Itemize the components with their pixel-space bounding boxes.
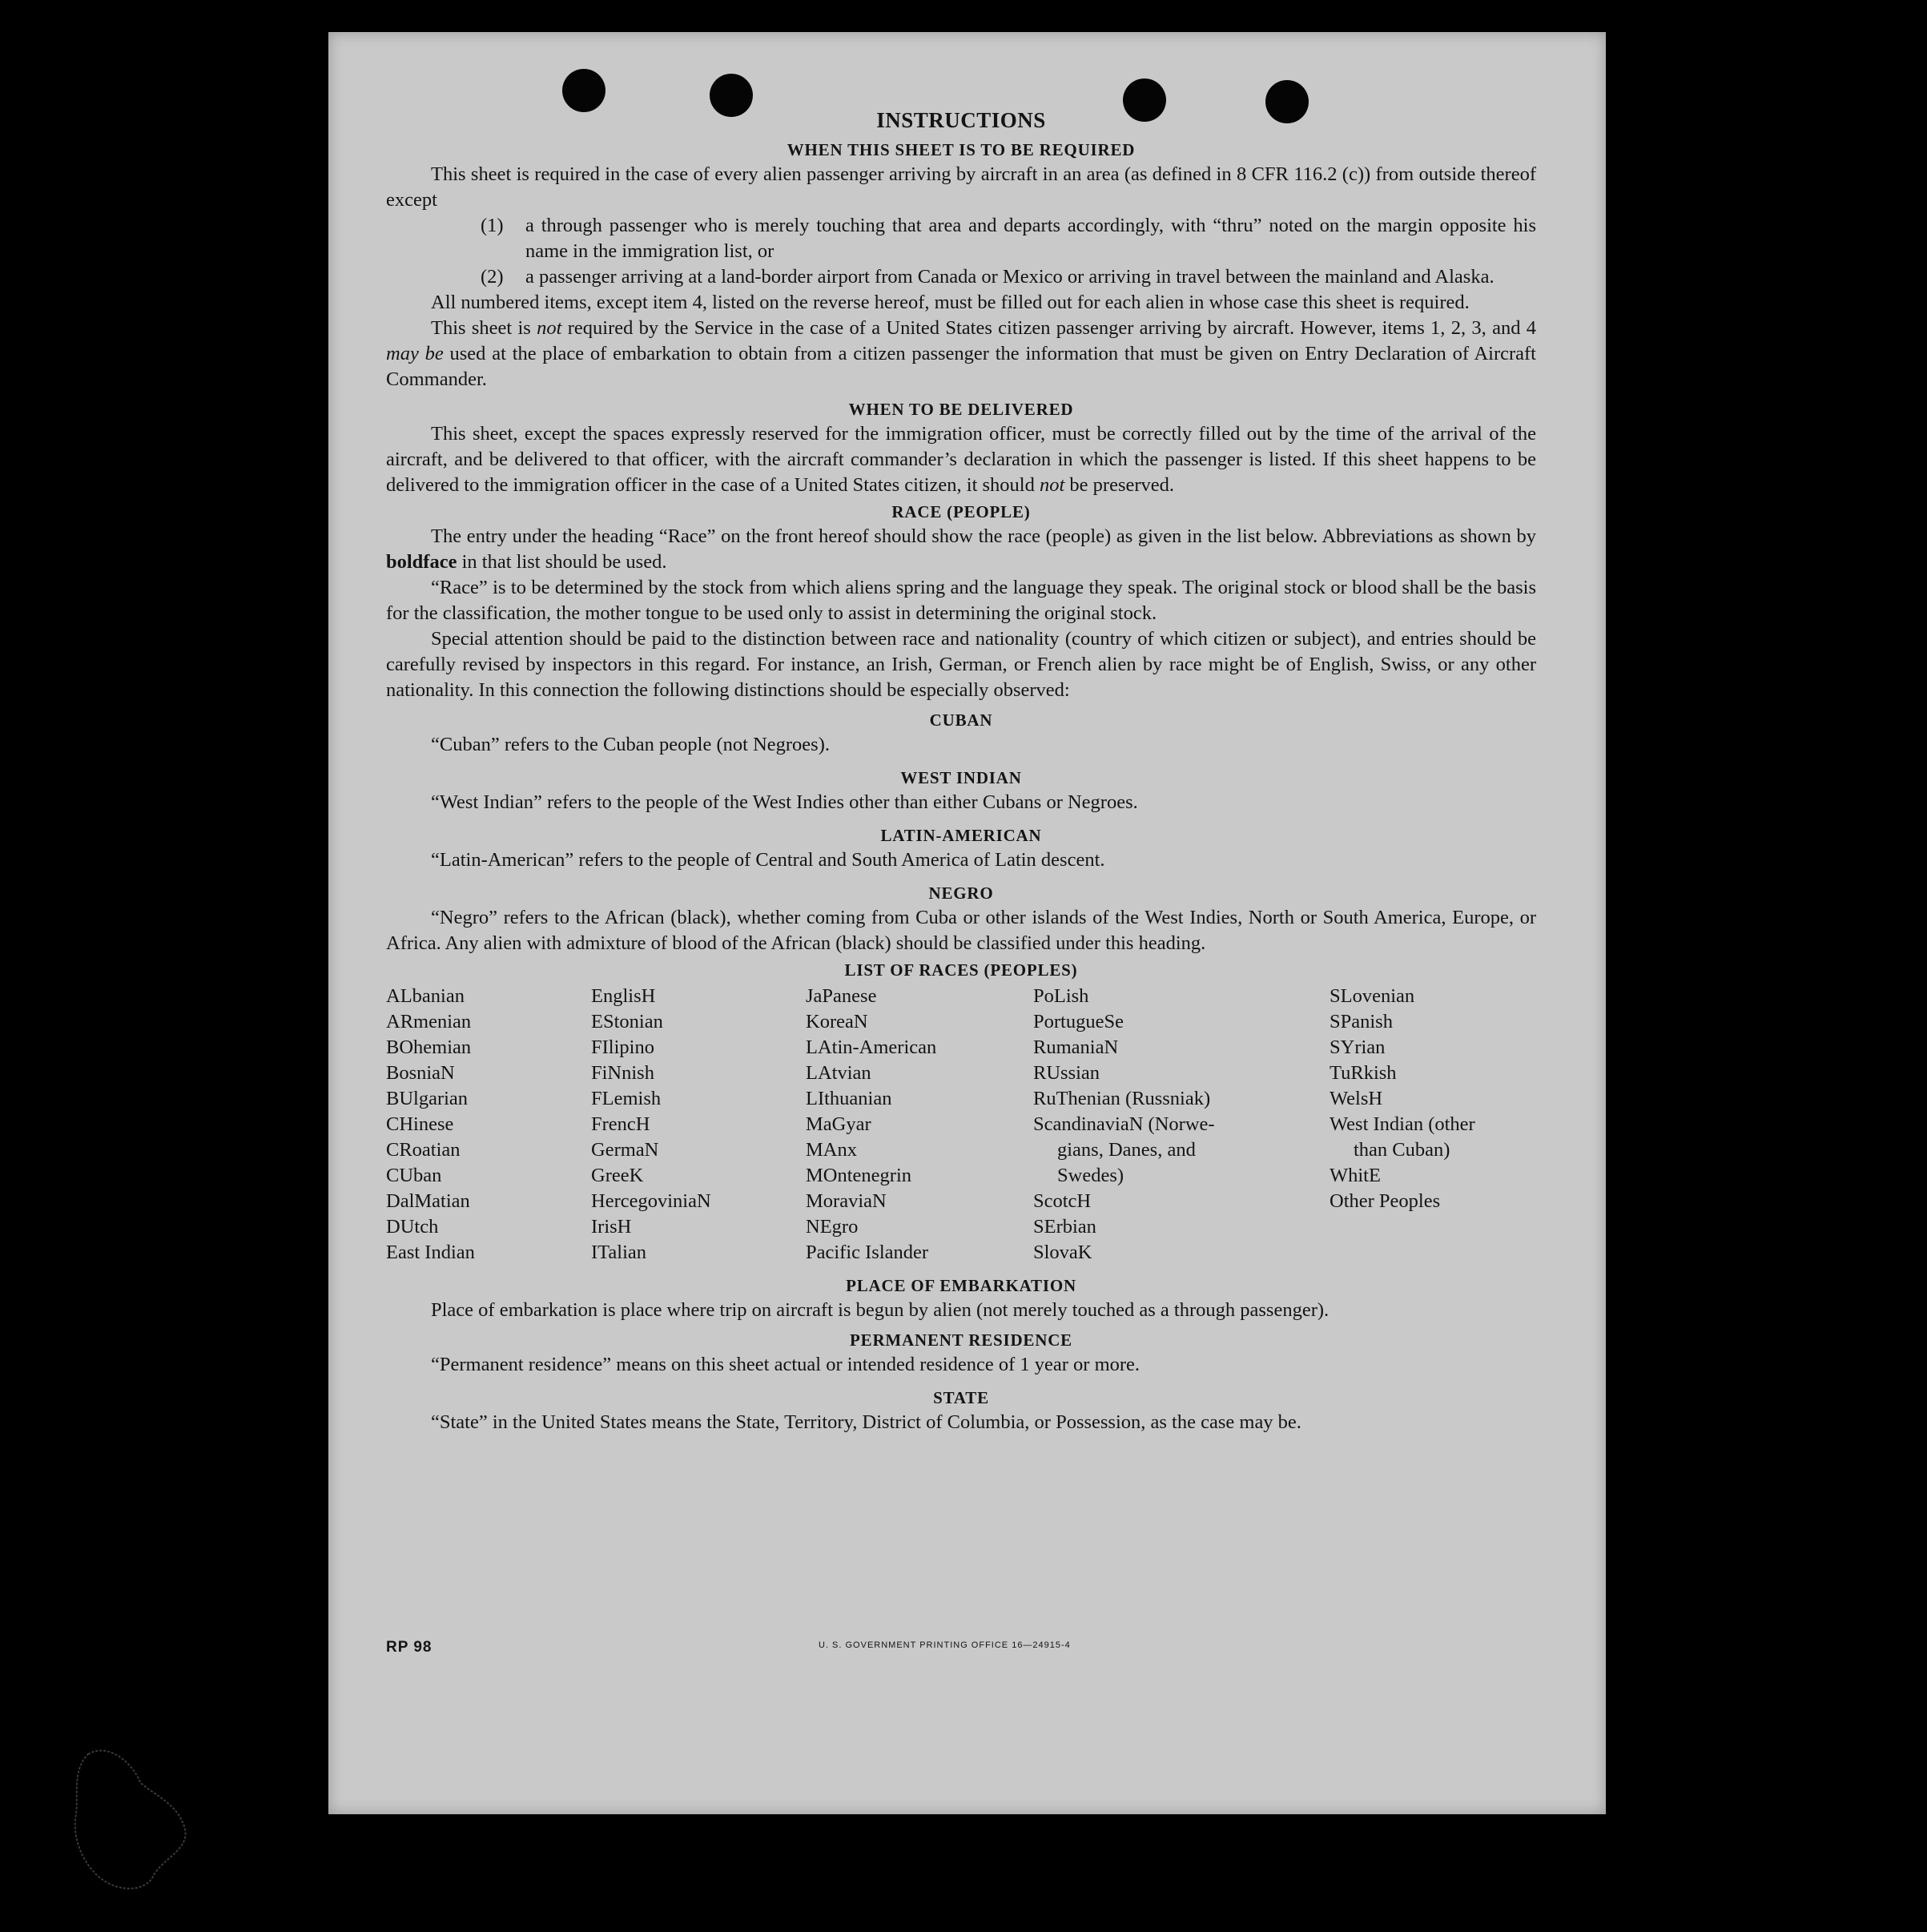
race-entry: Other Peoples [1330,1190,1441,1212]
race-entry: RUssian [1033,1062,1100,1084]
negro-text: “Negro” refers to the African (black), whether coming from Cuba or other islands of the West Indies, North or South America, Europe, or Africa. Any alien with admixture of blood of the African (black) should be classified under this heading. [386,907,1536,954]
race-entry: CRoatian [386,1139,461,1161]
race-entry: RuThenian (Russniak) [1033,1088,1211,1109]
page-footer [386,1639,1536,1671]
race-entry: LAtin-American [806,1036,937,1058]
heading-cuban: CUBAN [929,710,993,730]
emphasis-not: not [1039,474,1065,496]
heading-permanent-residence: PERMANENT RESIDENCE [850,1330,1072,1350]
race-entry: TuRkish [1330,1062,1397,1084]
race-entry: East Indian [386,1242,475,1263]
heading-west-indian: WEST INDIAN [900,768,1022,787]
race-entry: ARmenian [386,1011,472,1032]
race-entry: FIlipino [591,1036,654,1058]
race-entry: than Cuban) [1354,1139,1450,1161]
item-text: a through passenger who is merely touching that area and departs accordingly, with “thru” noted on the margin opposite his name in the immigration list, or [525,215,1536,262]
race-entry: CHinese [386,1113,454,1135]
race-entry: ITalian [591,1242,647,1263]
heading-state: STATE [933,1388,989,1407]
required-para-2: All numbered items, except item 4, listed on the reverse hereof, must be filled out for each alien in whose case this sheet is required. [431,292,1470,313]
printer-imprint: U. S. GOVERNMENT PRINTING OFFICE 16—24915-4 [819,1640,1071,1650]
races-column [386,984,591,1266]
race-entry: PoLish [1033,985,1089,1007]
race-entry: RumaniaN [1033,1036,1119,1058]
race-para-3: Special attention should be paid to the distinction between race and nationality (country of which citizen or subject), and entries should be carefully revised by inspectors in this regard. For instance, an Irish, German, or French alien by race might be of English, Swiss, or any other nationality. In this connection the following distinctions should be especially observed: [386,628,1536,701]
race-entry: SPanish [1330,1011,1393,1032]
exception-item [481,264,1536,290]
race-entry: FiNnish [591,1062,654,1084]
race-entry: MaGyar [806,1113,871,1135]
heading-embarkation: PLACE OF EMBARKATION [846,1276,1076,1295]
emphasis-boldface: boldface [386,551,457,573]
state-text: “State” in the United States means the State, Territory, District of Columbia, or Possession, as the case may be. [431,1411,1301,1433]
delivered-para: This sheet, except the spaces expressly reserved for the immigration officer, must be correctly filled out by the time of the arrival of the aircraft, and be delivered to that officer, with the aircraft commander’s declaration in which the passenger is listed. If this sheet happens to be delivered to the immigration officer in the case of a United States citizen, it should not be preserved. [386,423,1536,496]
document-sheet [328,32,1606,1814]
instructions-content [386,107,1536,1435]
race-entry: LAtvian [806,1062,871,1084]
race-entry: SYrian [1330,1036,1386,1058]
race-entry: PortugueSe [1033,1011,1124,1032]
races-column [806,984,1033,1266]
race-entry: HercegoviniaN [591,1190,711,1212]
heading-race: RACE (PEOPLE) [891,502,1031,521]
race-entry: ScandinaviaN (Norwe- [1033,1113,1215,1135]
race-entry: DalMatian [386,1190,470,1212]
race-entry: EStonian [591,1011,663,1032]
race-entry: gians, Danes, and [1057,1139,1196,1161]
race-entry: EnglisH [591,985,656,1007]
item-text: a passenger arriving at a land-border airport from Canada or Mexico or arriving in travel between the mainland and Alaska. [525,266,1495,288]
west-indian-text: “West Indian” refers to the people of the West Indies other than either Cubans or Negroes. [431,791,1138,813]
heading-latin-american: LATIN-AMERICAN [880,826,1042,845]
race-entry: SlovaK [1033,1242,1092,1263]
residence-text: “Permanent residence” means on this sheet actual or intended residence of 1 year or more. [431,1354,1141,1375]
race-entry: MoraviaN [806,1190,887,1212]
races-column [1033,984,1330,1266]
race-entry: BOhemian [386,1036,472,1058]
race-entry: FLemish [591,1088,662,1109]
faded-stamp-outline [64,1738,200,1898]
exception-item [481,213,1536,264]
required-para-3: This sheet is not required by the Service in the case of a United States citizen passenger arriving by aircraft. However, items 1, 2, 3, and 4 may be used at the place of embarkation to obtain from a citizen passenger the information that must be given on Entry Declaration of Aircraft Commander. [386,317,1536,390]
form-number: RP 98 [386,1639,432,1656]
race-entry: GreeK [591,1165,644,1186]
races-column [591,984,806,1266]
race-entry: West Indian (other [1330,1113,1475,1135]
race-entry: Pacific Islander [806,1242,929,1263]
race-entry: ALbanian [386,985,465,1007]
race-entry: SErbian [1033,1216,1096,1238]
race-entry: ScotcH [1033,1190,1092,1212]
emphasis-not: not [537,317,562,339]
race-para-2: “Race” is to be determined by the stock from which aliens spring and the language they speak. The original stock or blood shall be the basis for the classification, the mother tongue to be used only to assist in determining the original stock. [386,577,1536,624]
race-entry: WhitE [1330,1165,1381,1186]
heading-required: WHEN THIS SHEET IS TO BE REQUIRED [786,140,1136,159]
race-entry: SLovenian [1330,985,1415,1007]
race-entry: MOntenegrin [806,1165,911,1186]
race-entry: LIthuanian [806,1088,892,1109]
race-entry: BosniaN [386,1062,455,1084]
latin-american-text: “Latin-American” refers to the people of Central and South America of Latin descent. [431,849,1105,871]
race-entry: BUlgarian [386,1088,469,1109]
race-entry: Swedes) [1057,1165,1124,1186]
heading-list-of-races: LIST OF RACES (PEOPLES) [844,960,1078,980]
race-para-1: The entry under the heading “Race” on the front hereof should show the race (people) as given in the list below. Abbreviations as shown by boldface in that list should be used. [386,525,1536,573]
race-entry: NEgro [806,1216,859,1238]
race-entry: GermaN [591,1139,659,1161]
races-column [1330,984,1536,1266]
race-entry: FrencH [591,1113,650,1135]
race-entry: MAnx [806,1139,857,1161]
race-entry: KoreaN [806,1011,868,1032]
page-title: INSTRUCTIONS [876,108,1046,132]
race-entry: DUtch [386,1216,439,1238]
item-number: (2) [481,266,504,288]
heading-delivered: WHEN TO BE DELIVERED [848,400,1074,419]
embarkation-text: Place of embarkation is place where trip on aircraft is begun by alien (not merely touched as a through passenger). [431,1299,1330,1321]
race-entry: CUban [386,1165,442,1186]
races-list [386,984,1536,1266]
race-entry: WelsH [1330,1088,1383,1109]
required-intro: This sheet is required in the case of every alien passenger arriving by aircraft in an area (as defined in 8 CFR 116.2 (c)) from outside thereof except [386,163,1536,211]
race-entry: JaPanese [806,985,877,1007]
race-entry: IrisH [591,1216,632,1238]
punch-hole [562,69,605,112]
cuban-text: “Cuban” refers to the Cuban people (not Negroes). [431,734,830,755]
heading-negro: NEGRO [928,883,994,903]
item-number: (1) [481,215,504,236]
emphasis-may-be: may be [386,343,444,364]
